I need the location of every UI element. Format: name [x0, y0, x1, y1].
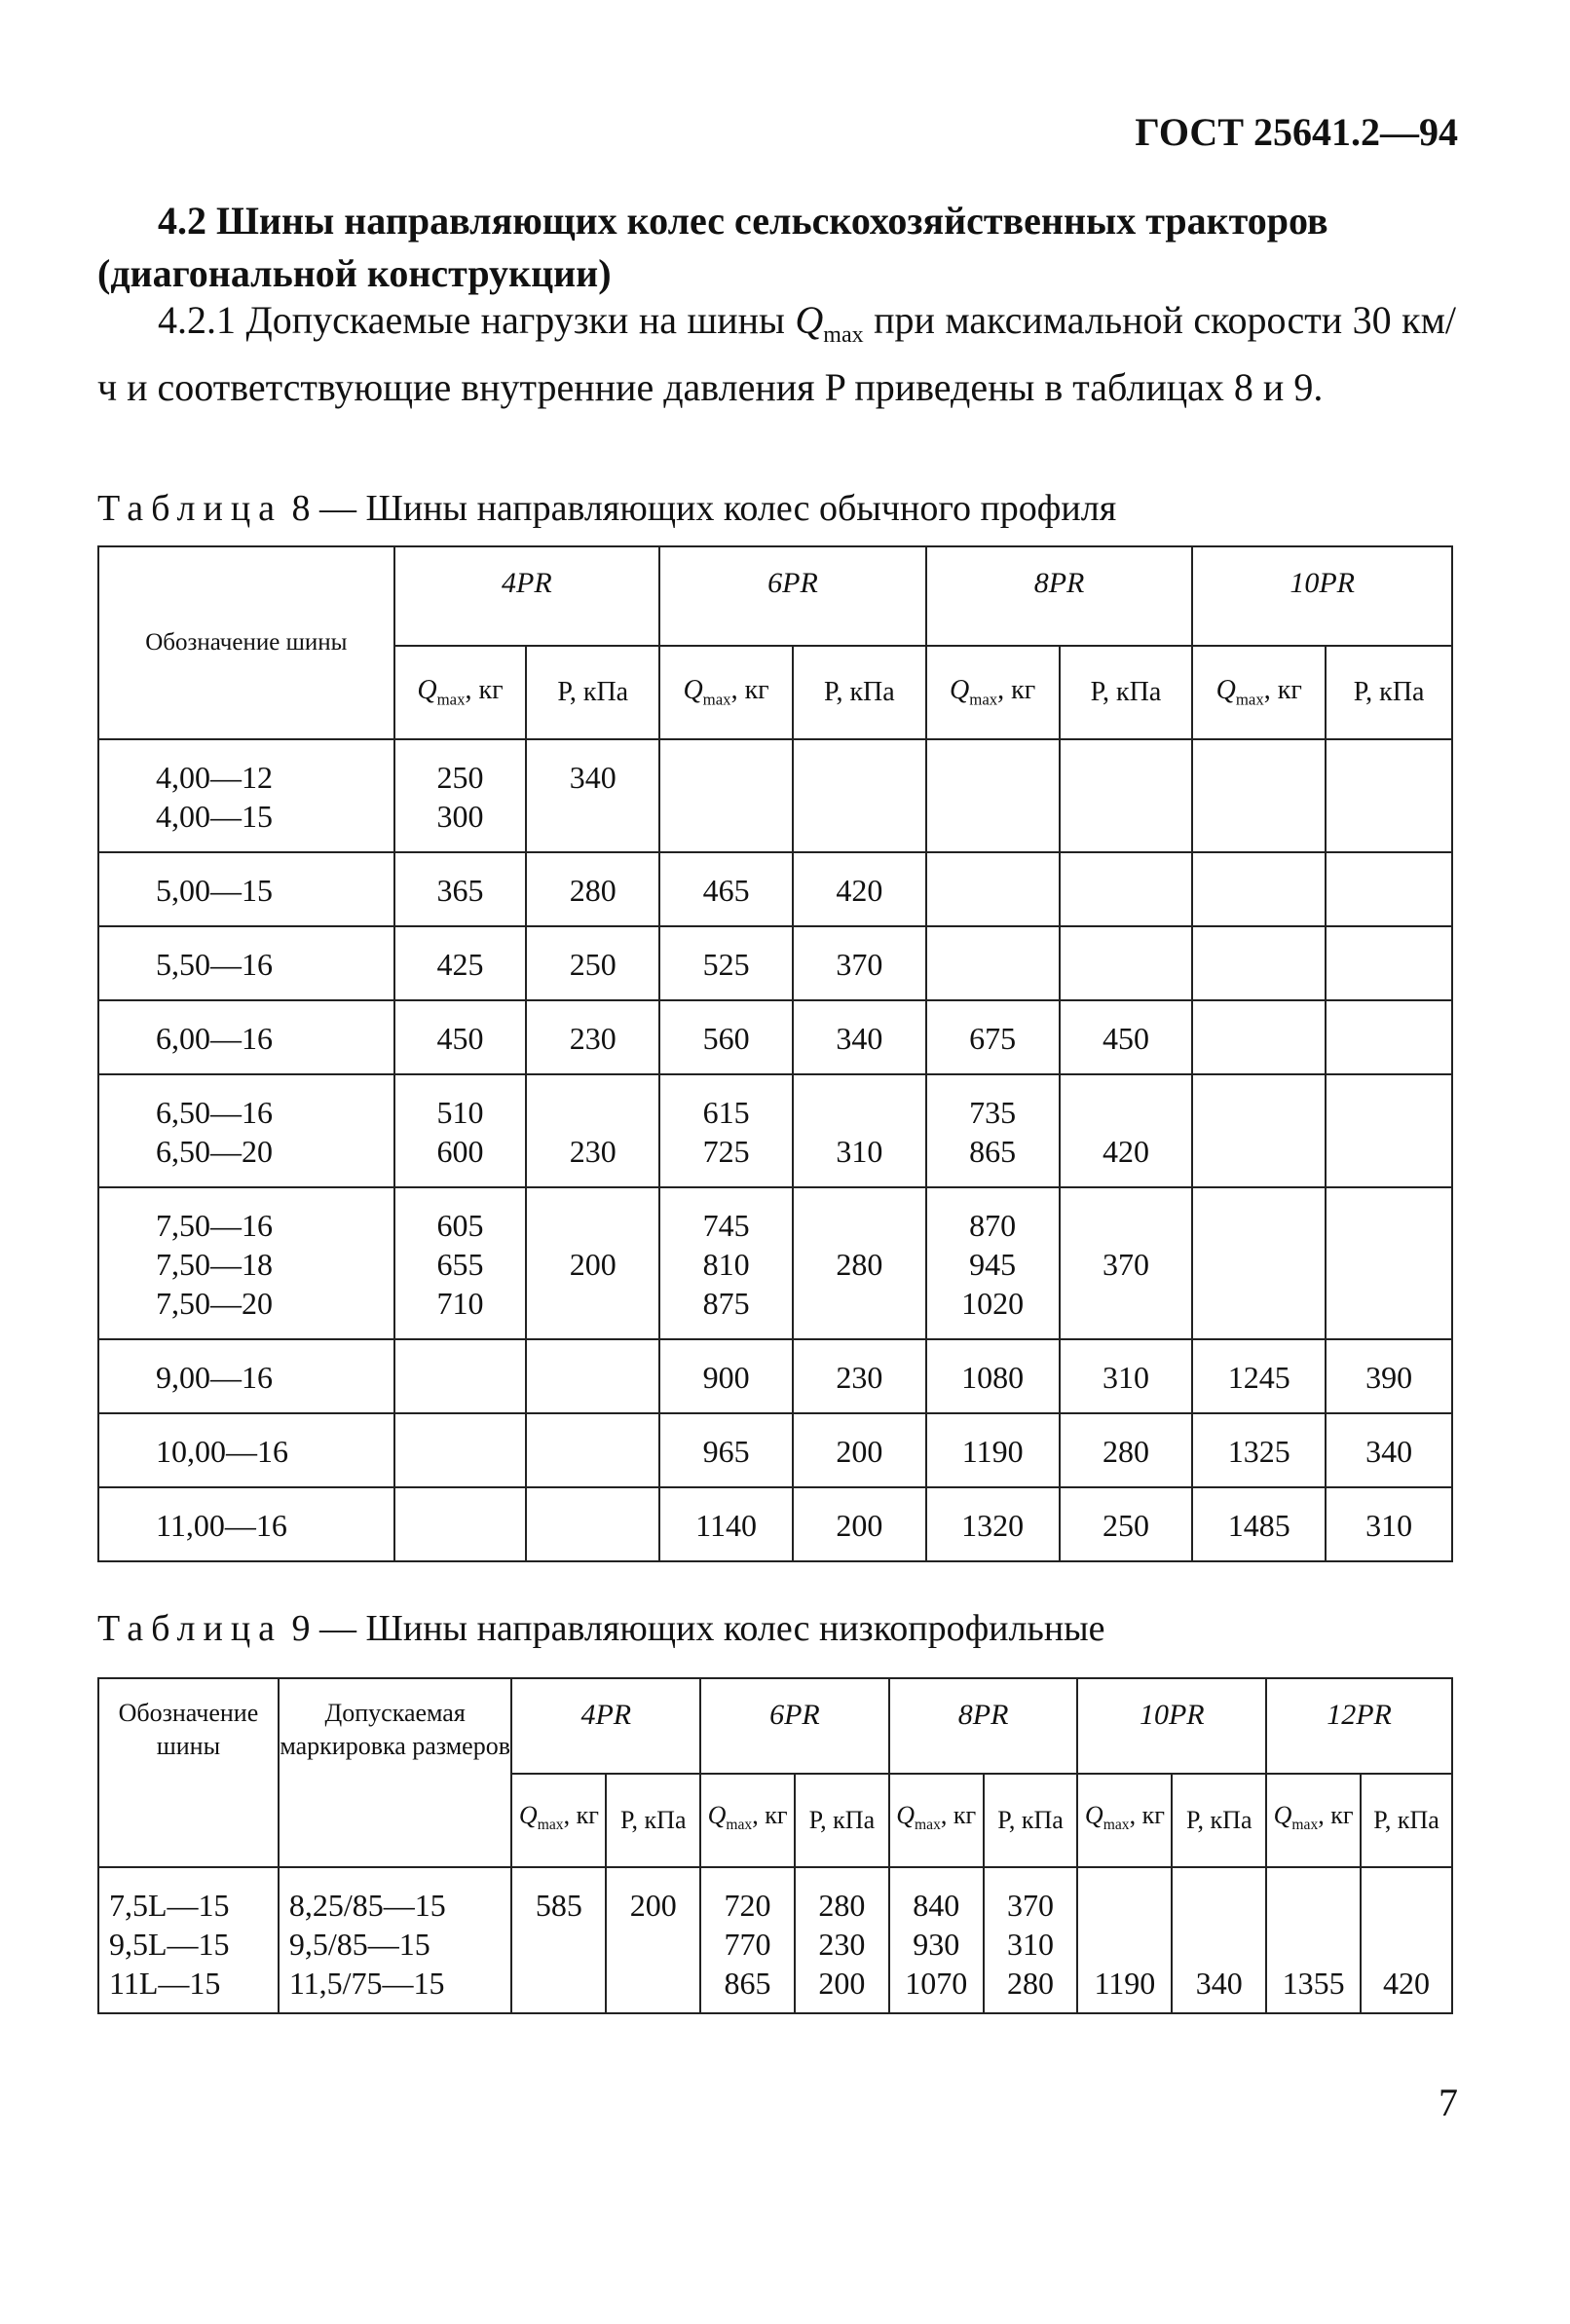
value-cell: 1355: [1266, 1867, 1361, 2013]
value-cell: 280: [793, 1187, 926, 1339]
value-cell: 735 865: [926, 1074, 1060, 1187]
value-cell: 420: [1060, 1074, 1193, 1187]
unit-label: , кг: [1129, 1800, 1165, 1829]
table9-p-header: P, кПа: [795, 1774, 889, 1867]
table8-caption: [97, 487, 1116, 530]
value-cell: 560: [659, 1000, 793, 1074]
value-cell: 280: [1060, 1413, 1193, 1487]
table8-q-header: [926, 646, 1060, 739]
value-cell: 605 655 710: [394, 1187, 527, 1339]
value-cell: 525: [659, 926, 793, 1000]
paragraph-text-after: при максимальной скорости 30 км/ч и соответствующие внутренние давления P приведены в таблицах 8 и 9.: [97, 298, 1456, 409]
table8-caption-text: 8 — Шины направляющих колес обычного профиля: [282, 488, 1117, 529]
q-subscript: max: [969, 690, 998, 709]
section-heading: 4.2 Шины направляющих колес сельскохозяйственных тракторов (диагональной конструкции): [97, 199, 1328, 295]
q-subscript: max: [702, 690, 731, 709]
table8-group-header: 8PR: [926, 546, 1193, 646]
table9-q-header: [700, 1774, 795, 1867]
value-cell: [1326, 926, 1452, 1000]
value-cell: 1320: [926, 1487, 1060, 1561]
q-symbol: Q: [896, 1800, 916, 1829]
table8-q-header: [1192, 646, 1326, 739]
value-cell: 340: [1172, 1867, 1266, 2013]
q-subscript: max: [915, 1817, 941, 1834]
table-row: [98, 1413, 1452, 1487]
tire-designation-cell: 11,00—16: [98, 1487, 394, 1561]
unit-label: , кг: [730, 675, 769, 706]
value-cell: 1485: [1192, 1487, 1326, 1561]
tire-designation-cell: 10,00—16: [98, 1413, 394, 1487]
table8-group-header: 10PR: [1192, 546, 1452, 646]
table9-group-header: 6PR: [700, 1678, 889, 1774]
value-cell: 745 810 875: [659, 1187, 793, 1339]
q-symbol: Q: [795, 298, 824, 342]
value-cell: [526, 1339, 659, 1413]
q-symbol: Q: [1215, 675, 1236, 706]
table8-q-header: [394, 646, 527, 739]
value-cell: 340: [526, 739, 659, 852]
table9-p-header: P, кПа: [1172, 1774, 1266, 1867]
value-cell: [1326, 852, 1452, 926]
value-cell: 340: [1326, 1413, 1452, 1487]
table8-p-header: P, кПа: [793, 646, 926, 739]
value-cell: [1060, 926, 1193, 1000]
value-cell: 585: [511, 1867, 606, 2013]
value-cell: 370 310 280: [984, 1867, 1078, 2013]
table-row: [98, 1187, 1452, 1339]
q-subscript: max: [726, 1817, 753, 1834]
table9-p-header: P, кПа: [1361, 1774, 1452, 1867]
table8: [97, 545, 1453, 1562]
table9-caption: [97, 1607, 1105, 1650]
value-cell: 1080: [926, 1339, 1060, 1413]
table-row: [98, 926, 1452, 1000]
table9-group-header: 4PR: [511, 1678, 700, 1774]
value-cell: 425: [394, 926, 527, 1000]
value-cell: 965: [659, 1413, 793, 1487]
unit-label: , кг: [465, 675, 504, 706]
tire-designation-cell: 4,00—12 4,00—15: [98, 739, 394, 852]
value-cell: 720 770 865: [700, 1867, 795, 2013]
table-row: [98, 1000, 1452, 1074]
page-number: 7: [1439, 2080, 1458, 2124]
table8-group-header: 4PR: [394, 546, 660, 646]
q-subscript: max: [537, 1817, 564, 1834]
table8-group-header: 6PR: [659, 546, 926, 646]
value-cell: 310: [1326, 1487, 1452, 1561]
value-cell: [1326, 739, 1452, 852]
value-cell: 900: [659, 1339, 793, 1413]
value-cell: 280: [526, 852, 659, 926]
value-cell: [1326, 1000, 1452, 1074]
q-subscript: max: [1291, 1817, 1319, 1834]
paragraph-text-before: 4.2.1 Допускаемые нагрузки на шины: [158, 298, 796, 342]
table8-p-header: P, кПа: [526, 646, 659, 739]
value-cell: [1192, 926, 1326, 1000]
value-cell: 390: [1326, 1339, 1452, 1413]
value-cell: 340: [793, 1000, 926, 1074]
value-cell: 450: [1060, 1000, 1193, 1074]
value-cell: 450: [394, 1000, 527, 1074]
table8-p-header: P, кПа: [1060, 646, 1193, 739]
value-cell: [394, 1339, 527, 1413]
value-cell: [526, 1487, 659, 1561]
unit-label: , кг: [997, 675, 1036, 706]
value-cell: 230: [526, 1000, 659, 1074]
unit-label: , кг: [563, 1800, 599, 1829]
table9-caption-text: 9 — Шины направляющих колес низкопрофильные: [282, 1608, 1105, 1649]
table9: [97, 1677, 1453, 2014]
q-symbol: Q: [1273, 1800, 1292, 1829]
value-cell: 310: [1060, 1339, 1193, 1413]
unit-label: , кг: [940, 1800, 977, 1829]
value-cell: [1060, 739, 1193, 852]
table-row: [98, 852, 1452, 926]
table9-p-header: P, кПа: [606, 1774, 700, 1867]
table9-col-marking: Допускаемая маркировка размеров: [279, 1678, 512, 1867]
q-subscript: max: [1103, 1817, 1130, 1834]
value-cell: 310: [793, 1074, 926, 1187]
table8-q-header: [659, 646, 793, 739]
value-cell: 465: [659, 852, 793, 926]
value-cell: 1190: [1077, 1867, 1172, 2013]
value-cell: 1325: [1192, 1413, 1326, 1487]
table9-group-header: 12PR: [1266, 1678, 1452, 1774]
table-row: [98, 739, 1452, 852]
value-cell: 370: [1060, 1187, 1193, 1339]
value-cell: [926, 852, 1060, 926]
q-symbol: Q: [707, 1800, 727, 1829]
value-cell: 370: [793, 926, 926, 1000]
tire-designation-cell: 5,00—15: [98, 852, 394, 926]
table9-caption-word: Таблица: [97, 1608, 283, 1649]
value-cell: 420: [1361, 1867, 1452, 2013]
value-cell: 510 600: [394, 1074, 527, 1187]
table-row: [98, 1074, 1452, 1187]
table8-caption-word: Таблица: [97, 488, 283, 529]
tire-designation-cell: 6,00—16: [98, 1000, 394, 1074]
unit-label: , кг: [1318, 1800, 1354, 1829]
table9-q-header: [889, 1774, 984, 1867]
q-subscript: max: [436, 690, 466, 709]
q-symbol: Q: [1084, 1800, 1103, 1829]
table9-q-header: [1266, 1774, 1361, 1867]
q-symbol: Q: [683, 675, 703, 706]
table8-p-header: P, кПа: [1326, 646, 1452, 739]
value-cell: [926, 739, 1060, 852]
q-symbol: Q: [950, 675, 970, 706]
value-cell: [1192, 1187, 1326, 1339]
section-paragraph: [97, 294, 1456, 414]
document-code-header: ГОСТ 25641.2—94: [1135, 110, 1458, 154]
value-cell: [793, 739, 926, 852]
value-cell: 250 300: [394, 739, 527, 852]
tire-designation-cell: 6,50—16 6,50—20: [98, 1074, 394, 1187]
unit-label: , кг: [752, 1800, 788, 1829]
value-cell: 280 230 200: [795, 1867, 889, 2013]
value-cell: [1326, 1074, 1452, 1187]
tire-designation-cell: 9,00—16: [98, 1339, 394, 1413]
table9-group-header: 10PR: [1077, 1678, 1266, 1774]
table9-col-tire: Обозначение шины: [98, 1678, 279, 1867]
value-cell: 250: [526, 926, 659, 1000]
value-cell: 200: [793, 1413, 926, 1487]
table8-col-tire: Обозначение шины: [98, 546, 394, 739]
value-cell: 675: [926, 1000, 1060, 1074]
tire-designation-cell: 7,50—16 7,50—18 7,50—20: [98, 1187, 394, 1339]
table-row: [98, 1339, 1452, 1413]
value-cell: 230: [526, 1074, 659, 1187]
q-subscript: max: [1235, 690, 1264, 709]
table9-q-header: [511, 1774, 606, 1867]
value-cell: 250: [1060, 1487, 1193, 1561]
value-cell: 200: [793, 1487, 926, 1561]
value-cell: 200: [526, 1187, 659, 1339]
value-cell: 615 725: [659, 1074, 793, 1187]
value-cell: [1192, 1000, 1326, 1074]
q-symbol: Q: [417, 675, 437, 706]
value-cell: [394, 1487, 527, 1561]
value-cell: [659, 739, 793, 852]
value-cell: 230: [793, 1339, 926, 1413]
value-cell: [1192, 852, 1326, 926]
value-cell: 1245: [1192, 1339, 1326, 1413]
table9-q-header: [1077, 1774, 1172, 1867]
value-cell: 870 945 1020: [926, 1187, 1060, 1339]
value-cell: [526, 1413, 659, 1487]
value-cell: [1060, 852, 1193, 926]
value-cell: 840 930 1070: [889, 1867, 984, 2013]
q-symbol: Q: [518, 1800, 538, 1829]
table9-group-header: 8PR: [889, 1678, 1078, 1774]
marking-cell: 8,25/85—15 9,5/85—15 11,5/75—15: [279, 1867, 512, 2013]
value-cell: [1326, 1187, 1452, 1339]
value-cell: [926, 926, 1060, 1000]
q-subscript: max: [823, 322, 864, 348]
value-cell: 1140: [659, 1487, 793, 1561]
tire-designation-cell: 7,5L—15 9,5L—15 11L—15: [98, 1867, 279, 2013]
unit-label: , кг: [1263, 675, 1302, 706]
value-cell: [1192, 739, 1326, 852]
tire-designation-cell: 5,50—16: [98, 926, 394, 1000]
table-row: [98, 1487, 1452, 1561]
value-cell: 365: [394, 852, 527, 926]
value-cell: 200: [606, 1867, 700, 2013]
value-cell: [1192, 1074, 1326, 1187]
value-cell: 420: [793, 852, 926, 926]
value-cell: [394, 1413, 527, 1487]
table9-p-header: P, кПа: [984, 1774, 1078, 1867]
value-cell: 1190: [926, 1413, 1060, 1487]
